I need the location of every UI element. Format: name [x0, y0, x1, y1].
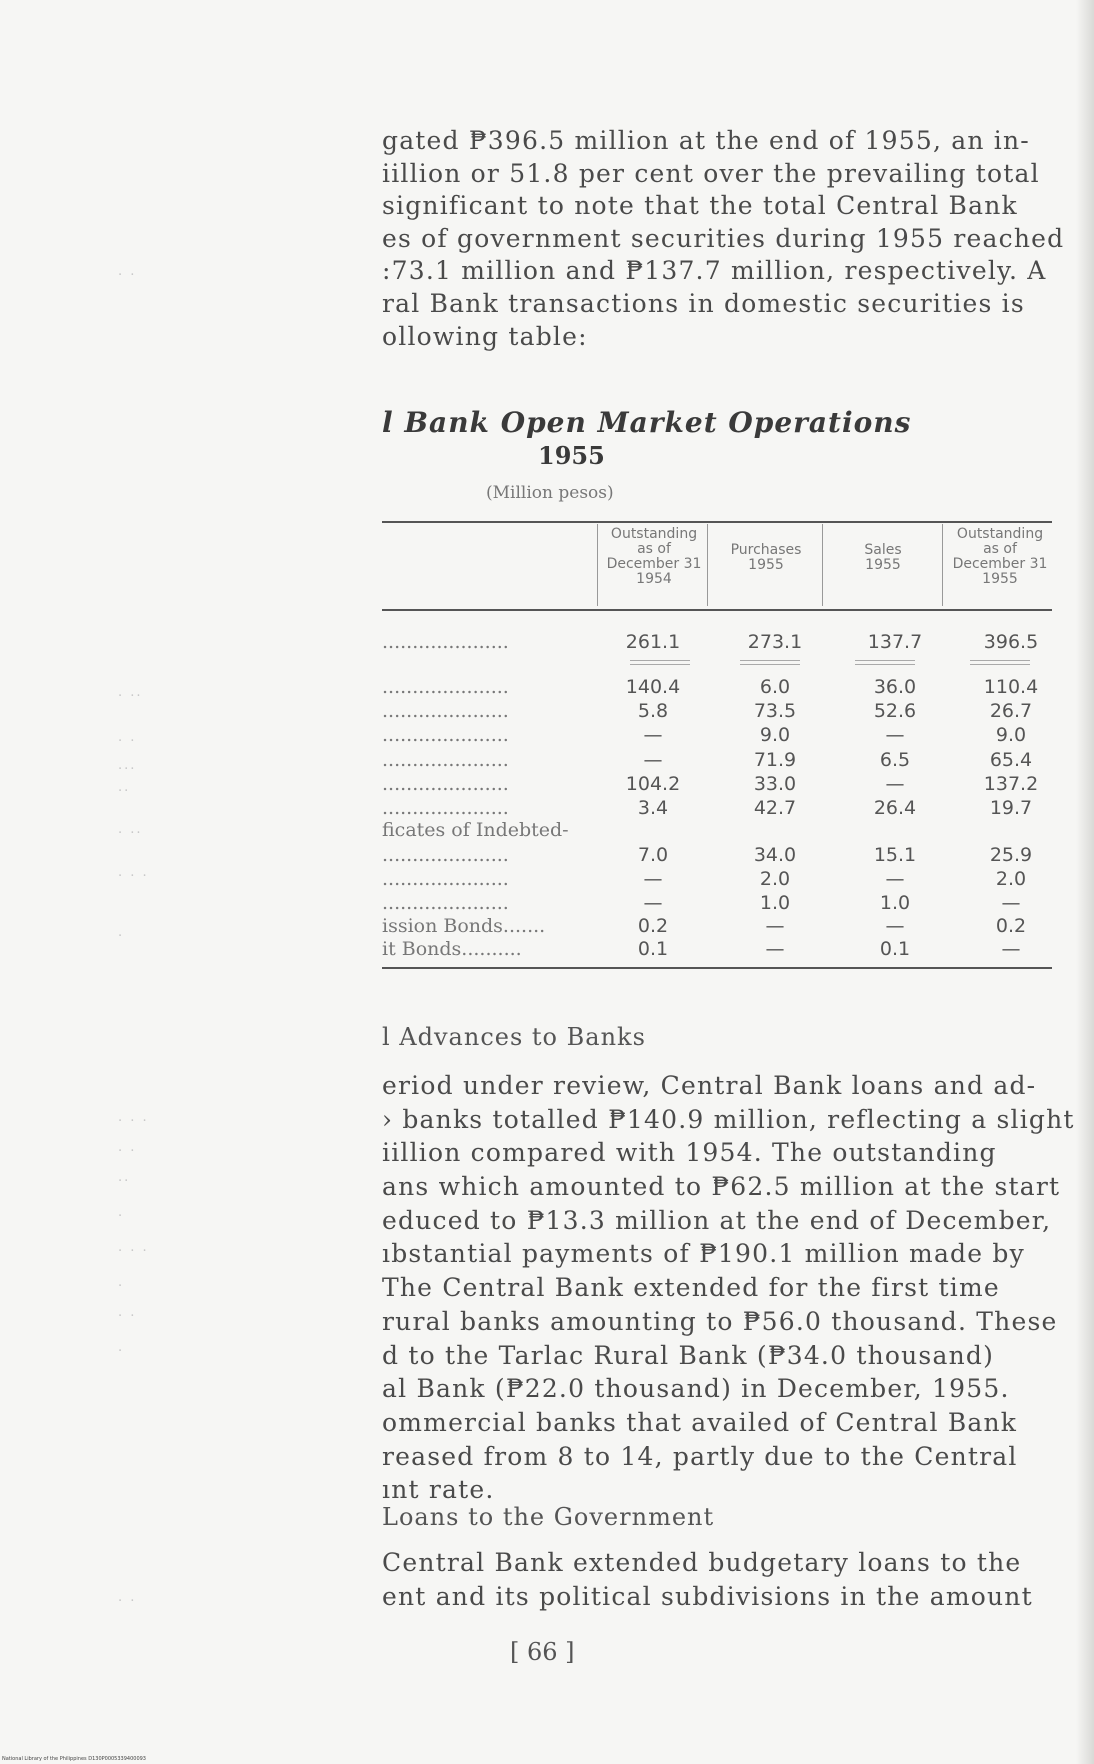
margin-mark: . — [118, 1340, 125, 1355]
margin-mark: . .. — [118, 822, 143, 837]
row-label: ..................... — [382, 797, 509, 819]
cell: — — [643, 724, 663, 746]
row-label: ..................... — [382, 868, 509, 890]
header-sales: Sales 1955 — [864, 542, 902, 573]
total-underline — [630, 660, 690, 665]
cell: 26.7 — [989, 700, 1033, 722]
table-row — [382, 630, 1062, 654]
cell: 0.2 — [995, 915, 1027, 937]
header-outstanding-1955: Outstanding as of December 31 1955 — [952, 526, 1048, 587]
cell: 25.9 — [989, 844, 1033, 866]
table-bottom-rule — [382, 967, 1052, 969]
text-line: The Central Bank extended for the first time — [382, 1273, 1000, 1303]
advances-paragraph — [382, 1069, 1075, 1507]
row-label: ..................... — [382, 749, 509, 771]
text-line: ommercial banks that availed of Central Bank — [382, 1407, 1018, 1437]
cell: 261.1 — [625, 631, 681, 653]
row-label: ..................... — [382, 773, 509, 795]
text-line: significant to note that the total Central Bank — [382, 191, 1018, 221]
text-line: d to the Tarlac Rural Bank (₱34.0 thousand) — [382, 1340, 995, 1370]
text-line: iillion or 51.8 per cent over the prevailing total — [382, 158, 1040, 188]
page-edge — [1076, 0, 1094, 1764]
table-row — [382, 748, 1062, 772]
column-separator — [822, 524, 823, 606]
total-underline — [970, 660, 1030, 665]
cell: 71.9 — [753, 749, 797, 771]
text-line: educed to ₱13.3 million at the end of December, — [382, 1205, 1052, 1235]
table-row — [382, 891, 1062, 915]
cell: 15.1 — [873, 844, 917, 866]
cell: 73.5 — [753, 700, 797, 722]
cell: 9.0 — [995, 724, 1027, 746]
header-outstanding-1954: Outstanding as of December 31 1954 — [606, 526, 702, 587]
cell: 0.1 — [879, 938, 911, 960]
cell: 6.0 — [759, 676, 791, 698]
table-unit: (Million pesos) — [486, 483, 614, 503]
text-line: eriod under review, Central Bank loans and ad- — [382, 1071, 1037, 1100]
cell: 33.0 — [753, 773, 797, 795]
table-row — [382, 937, 1062, 961]
margin-mark: . — [118, 925, 125, 940]
table-title: l Bank Open Market Operations — [382, 406, 912, 439]
margin-mark: . . . — [118, 1240, 149, 1255]
text-line: › banks totalled ₱140.9 million, reflecting a slight — [382, 1104, 1075, 1134]
row-label: ..................... — [382, 676, 509, 698]
row-label: ficates of Indebted- — [382, 819, 569, 841]
cell: — — [885, 724, 905, 746]
cell: 3.4 — [637, 797, 669, 819]
table-row — [382, 772, 1062, 796]
footer-credit: National Library of the Philippines D130P0005339400093 — [2, 1756, 146, 1762]
table-row — [382, 867, 1062, 891]
table-header-rule — [382, 609, 1052, 611]
text-line: ıbstantial payments of ₱190.1 million made by — [382, 1239, 1025, 1269]
table-row — [382, 818, 1062, 842]
table-row — [382, 843, 1062, 867]
cell: 104.2 — [625, 773, 681, 795]
margin-mark: . . — [118, 264, 137, 279]
cell: 36.0 — [873, 676, 917, 698]
table-row — [382, 796, 1062, 820]
text-line: ent and its political subdivisions in the amount — [382, 1581, 1033, 1611]
margin-mark: ... — [118, 758, 137, 773]
column-separator — [597, 524, 598, 606]
table-year: 1955 — [538, 441, 605, 470]
cell: 2.0 — [995, 868, 1027, 890]
margin-mark: . . — [118, 1305, 137, 1320]
total-underline — [740, 660, 800, 665]
cell: 65.4 — [989, 749, 1033, 771]
cell: 137.2 — [983, 773, 1039, 795]
cell: 273.1 — [747, 631, 803, 653]
margin-mark: . . — [118, 730, 137, 745]
section-heading-advances: l Advances to Banks — [382, 1023, 646, 1051]
cell: — — [885, 868, 905, 890]
cell: 2.0 — [759, 868, 791, 890]
margin-mark: . . — [118, 1140, 137, 1155]
row-label: ..................... — [382, 844, 509, 866]
table-row — [382, 699, 1062, 723]
cell: 6.5 — [879, 749, 911, 771]
intro-paragraph — [382, 125, 1065, 353]
table-row — [382, 914, 1062, 938]
table-row — [382, 723, 1062, 747]
text-line: es of government securities during 1955 reached — [382, 223, 1065, 253]
cell: — — [885, 773, 905, 795]
cell: 396.5 — [983, 631, 1039, 653]
page-number: [ 66 ] — [510, 1638, 575, 1666]
table-top-rule — [382, 521, 1052, 523]
cell: 0.2 — [637, 915, 669, 937]
text-line: :73.1 million and ₱137.7 million, respectively. A — [382, 256, 1047, 286]
cell: 42.7 — [753, 797, 797, 819]
cell: 19.7 — [989, 797, 1033, 819]
text-line: al Bank (₱22.0 thousand) in December, 1955. — [382, 1374, 1010, 1404]
text-line: gated ₱396.5 million at the end of 1955, an in- — [382, 126, 1030, 155]
text-line: reased from 8 to 14, partly due to the Central — [382, 1441, 1018, 1471]
margin-mark: .. — [118, 780, 131, 795]
cell: — — [885, 915, 905, 937]
text-line: rural banks amounting to ₱56.0 thousand. These — [382, 1306, 1058, 1336]
row-label: it Bonds.......... — [382, 938, 522, 960]
cell: 5.8 — [637, 700, 669, 722]
cell: — — [1001, 938, 1021, 960]
cell: — — [765, 938, 785, 960]
cell: 7.0 — [637, 844, 669, 866]
government-paragraph — [382, 1546, 1062, 1613]
cell: 9.0 — [759, 724, 791, 746]
total-underline — [855, 660, 915, 665]
cell: 1.0 — [759, 892, 791, 914]
cell: — — [1001, 892, 1021, 914]
cell: — — [643, 868, 663, 890]
cell: 137.7 — [867, 631, 923, 653]
cell: 34.0 — [753, 844, 797, 866]
cell: — — [765, 915, 785, 937]
margin-mark: . — [118, 1205, 125, 1220]
column-separator — [942, 524, 943, 606]
table-row — [382, 675, 1062, 699]
cell: 1.0 — [879, 892, 911, 914]
text-line: ollowing table: — [382, 321, 588, 351]
margin-mark: . . . — [118, 865, 149, 880]
section-heading-government: Loans to the Government — [382, 1503, 715, 1531]
cell: 26.4 — [873, 797, 917, 819]
text-line: Central Bank extended budgetary loans to the — [382, 1548, 1022, 1577]
margin-mark: . .. — [118, 685, 143, 700]
margin-mark: . — [118, 1275, 125, 1290]
cell: 110.4 — [983, 676, 1039, 698]
text-line: iillion compared with 1954. The outstanding — [382, 1138, 997, 1168]
header-purchases: Purchases 1955 — [730, 542, 802, 573]
row-label: ..................... — [382, 892, 509, 914]
text-line: ınt rate. — [382, 1475, 495, 1505]
text-line: ans which amounted to ₱62.5 million at the start — [382, 1172, 1061, 1202]
row-label: ission Bonds....... — [382, 915, 546, 937]
cell: — — [643, 749, 663, 771]
margin-mark: . . . — [118, 1110, 149, 1125]
cell: 140.4 — [625, 676, 681, 698]
margin-mark: .. — [118, 1170, 131, 1185]
cell: — — [643, 892, 663, 914]
row-label: ..................... — [382, 724, 509, 746]
row-label: ..................... — [382, 631, 509, 653]
row-label: ..................... — [382, 700, 509, 722]
cell: 0.1 — [637, 938, 669, 960]
text-line: ral Bank transactions in domestic securities is — [382, 288, 1025, 318]
margin-mark: . . — [118, 1590, 137, 1605]
cell: 52.6 — [873, 700, 917, 722]
